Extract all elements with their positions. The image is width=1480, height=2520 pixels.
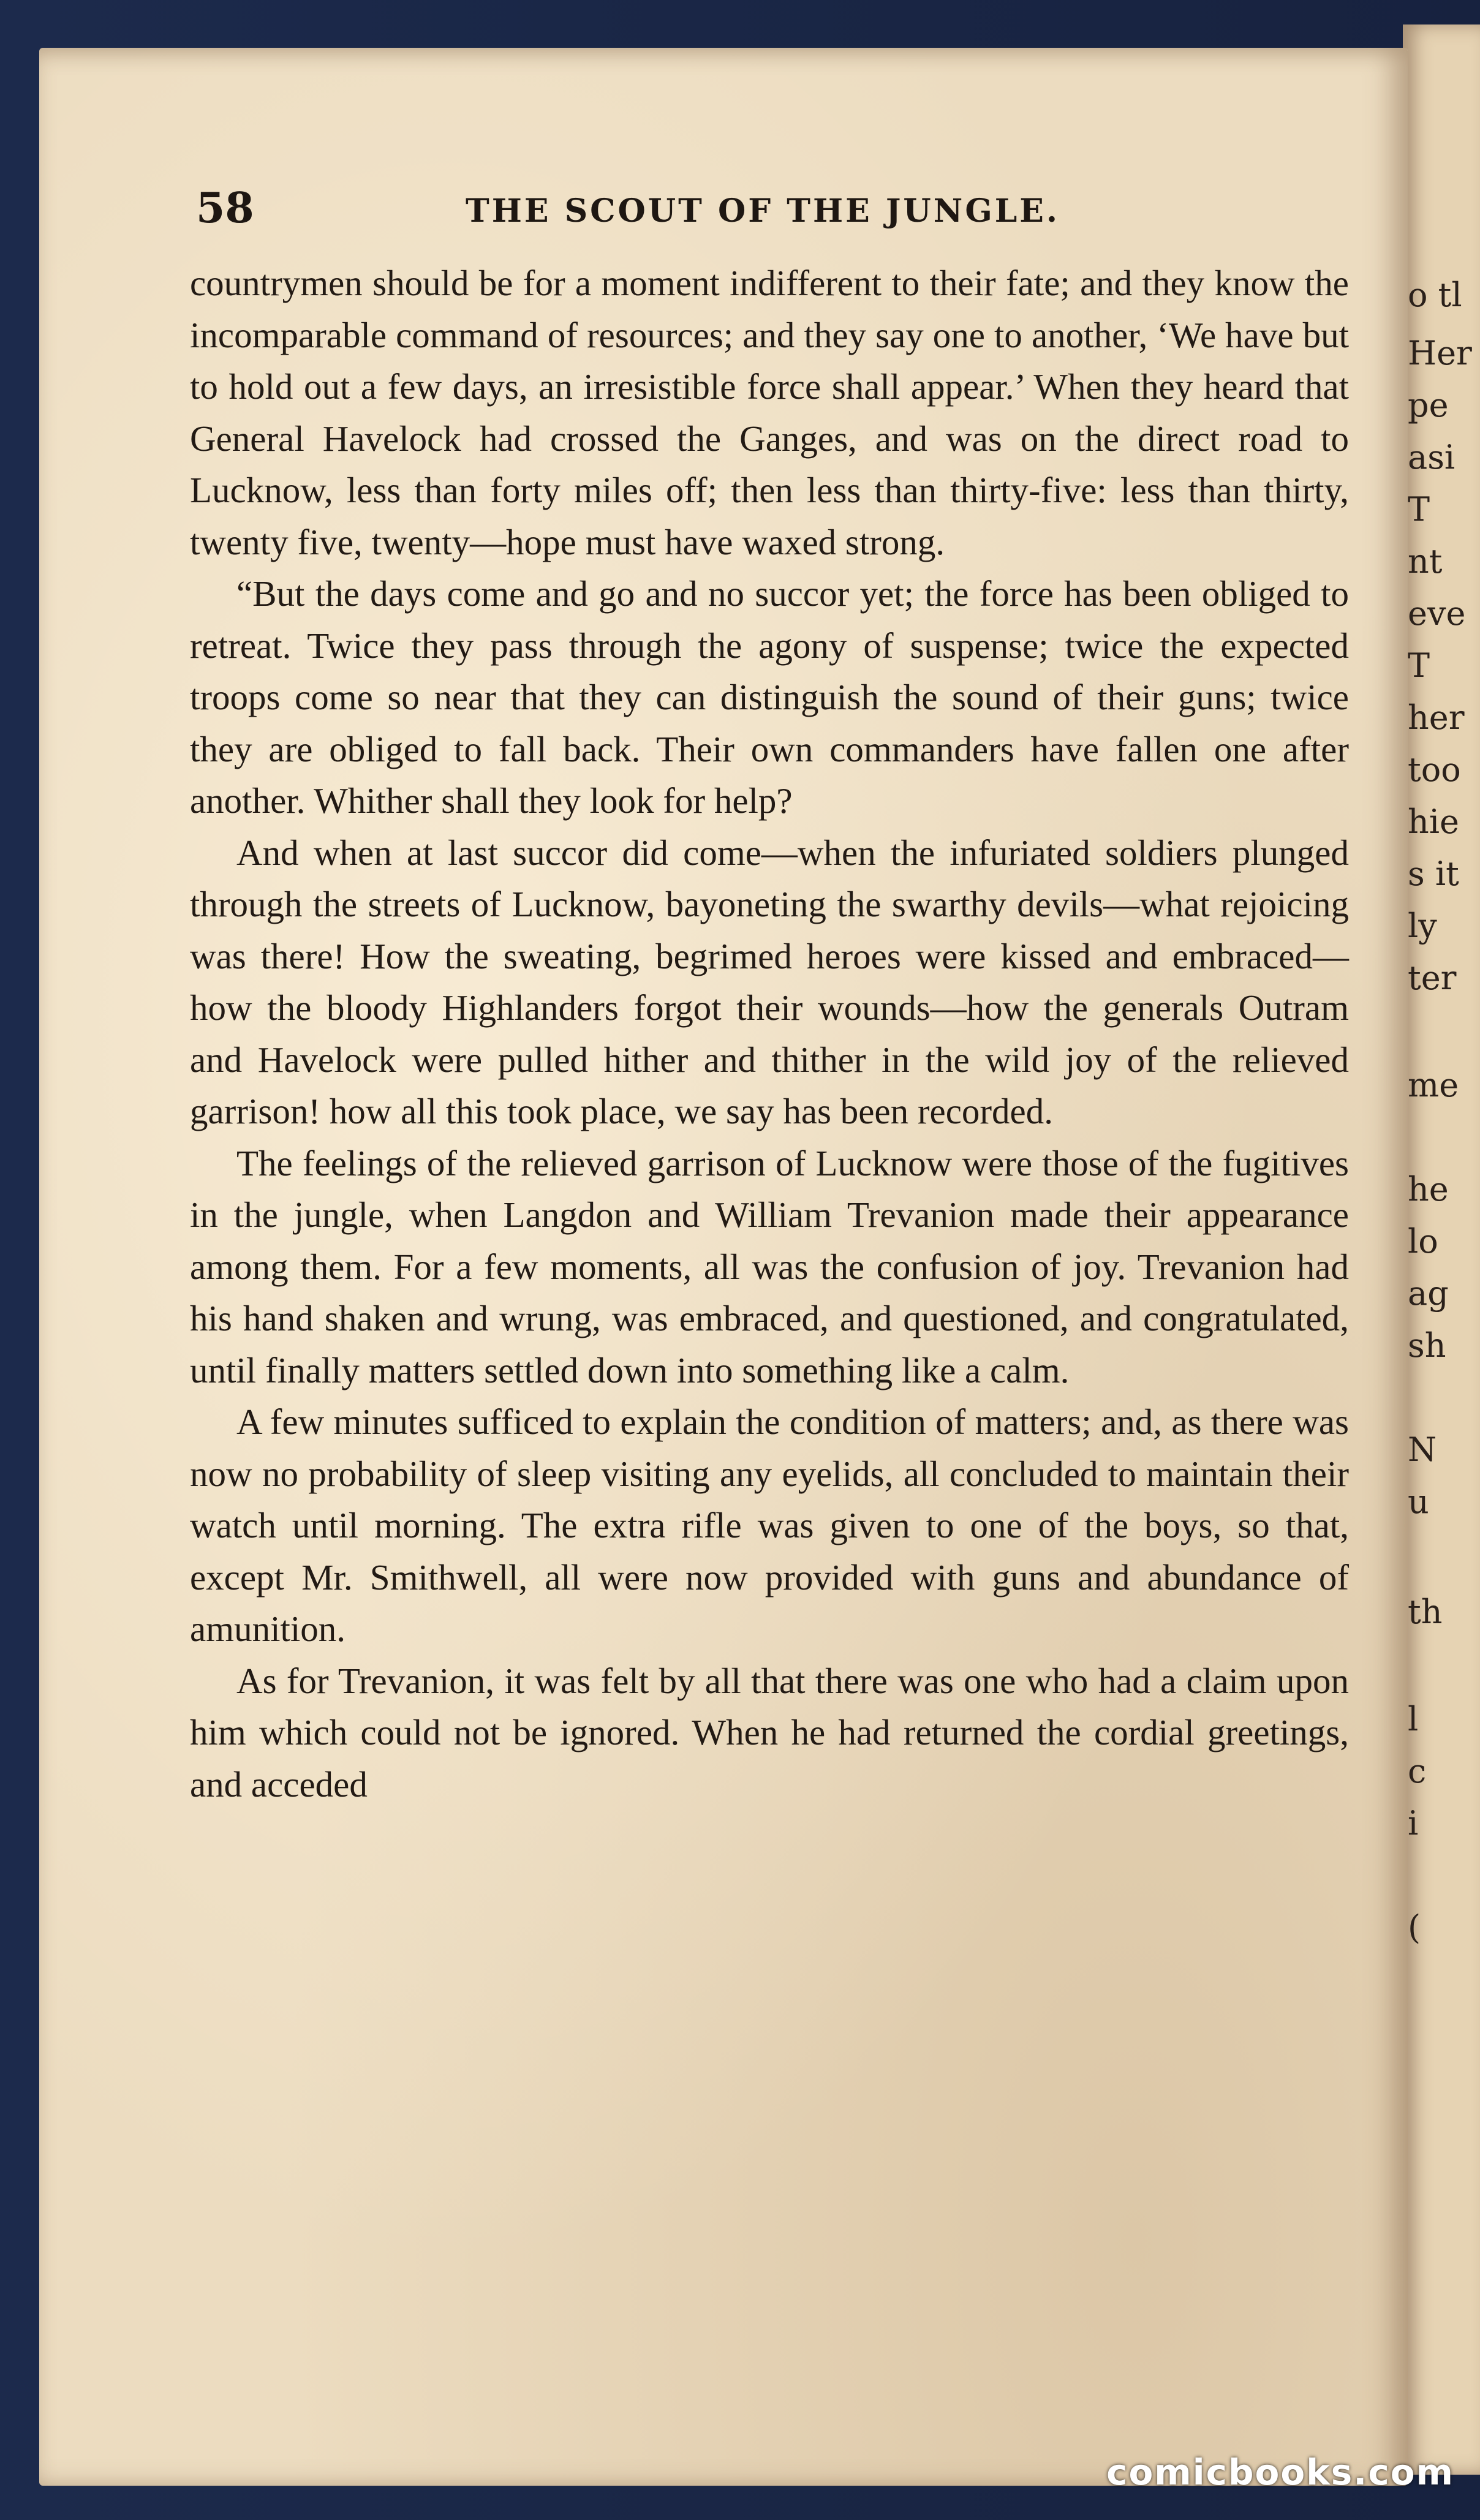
site-watermark: comicbooks.com xyxy=(1106,2451,1454,2493)
edge-fragment: lo xyxy=(1408,1222,1438,1261)
edge-fragment: s it xyxy=(1408,854,1459,893)
edge-fragment: ( xyxy=(1408,1908,1421,1947)
edge-fragment: c xyxy=(1408,1752,1427,1790)
paragraph: And when at last succor did come—when the infuriated soldiers plunged through the streets of Lucknow, bayoneting the swarthy devils—what rejoicing was there! How the sweating, begrimed heroes were kissed and embraced—how the bloody Highlanders forgot their wounds—how the generals Outram and Havelock were pulled hither and thither in the wild joy of the relieved garrison! how all this took place, we say has been recorded. xyxy=(190,832,1349,1131)
paragraph: “But the days come and go and no succor yet; the force has been obliged to retreat. Twice they pass through the agony of suspense; twice the expected troops come so near that they can distinguish the sound of their guns; twice they are obliged to fall back. Their own commanders have fallen one after another. Whither shall they look for help? xyxy=(190,573,1349,821)
edge-fragment: l xyxy=(1408,1700,1419,1738)
edge-fragment: hie xyxy=(1408,802,1460,841)
edge-fragment: me xyxy=(1408,1066,1459,1104)
edge-fragment: her xyxy=(1408,698,1465,737)
page-header xyxy=(196,184,1360,239)
edge-fragment: asi xyxy=(1408,438,1455,477)
paragraph: countrymen should be for a moment indifferent to their fate; and they know the incomparable command of resources; and they say one to another, ‘We have but to hold out a few days, an irresistible force shall appear.’ When they heard that General Havelock had crossed the Ganges, and was on the direct road to Lucknow, less than forty miles off; then less than thirty-five: less than thirty, twenty five, twenty—hope must have waxed strong. xyxy=(190,263,1349,562)
running-title: THE SCOUT OF THE JUNGLE. xyxy=(466,192,1060,230)
adjacent-page-edge xyxy=(1403,25,1480,2475)
edge-fragment: nt xyxy=(1408,542,1443,581)
edge-fragment: ter xyxy=(1408,959,1457,997)
edge-fragment: T xyxy=(1408,490,1430,529)
edge-fragment: u xyxy=(1408,1482,1429,1521)
edge-fragment: T xyxy=(1408,646,1430,685)
edge-fragment: pe xyxy=(1408,386,1449,424)
edge-fragment: too xyxy=(1408,750,1461,789)
edge-fragment: he xyxy=(1408,1170,1449,1209)
edge-fragment: i xyxy=(1408,1804,1419,1843)
edge-fragment: o tl xyxy=(1408,276,1462,314)
edge-fragment: N xyxy=(1408,1430,1437,1469)
paragraph: A few minutes sufficed to explain the condition of matters; and, as there was now no probability of sleep visiting any eyelids, all concluded to maintain their watch until morning. The extra rifle was given to one of the boys, so that, except Mr. Smithwell, all were now provided with guns and abundance of amunition. xyxy=(190,1401,1349,1649)
body-text xyxy=(190,257,1349,1810)
edge-fragment: eve xyxy=(1408,594,1466,633)
edge-fragment: th xyxy=(1408,1593,1443,1631)
page-number: 58 xyxy=(196,184,254,233)
paragraph: As for Trevanion, it was felt by all that there was one who had a claim upon him which could not be ignored. When he had returned the cordial greetings, and acceded xyxy=(190,1660,1349,1805)
edge-fragment: sh xyxy=(1408,1326,1446,1365)
edge-fragment: ag xyxy=(1408,1274,1449,1313)
edge-fragment: ly xyxy=(1408,907,1437,945)
edge-fragment: Her xyxy=(1408,334,1472,372)
paragraph: The feelings of the relieved garrison of Lucknow were those of the fugitives in the jungle, when Langdon and William Trevanion made their appearance among them. For a few moments, all was the confusion of joy. Trevanion had his hand shaken and wrung, was embraced, and questioned, and congratulated, until finally matters settled down into something like a calm. xyxy=(190,1142,1349,1390)
